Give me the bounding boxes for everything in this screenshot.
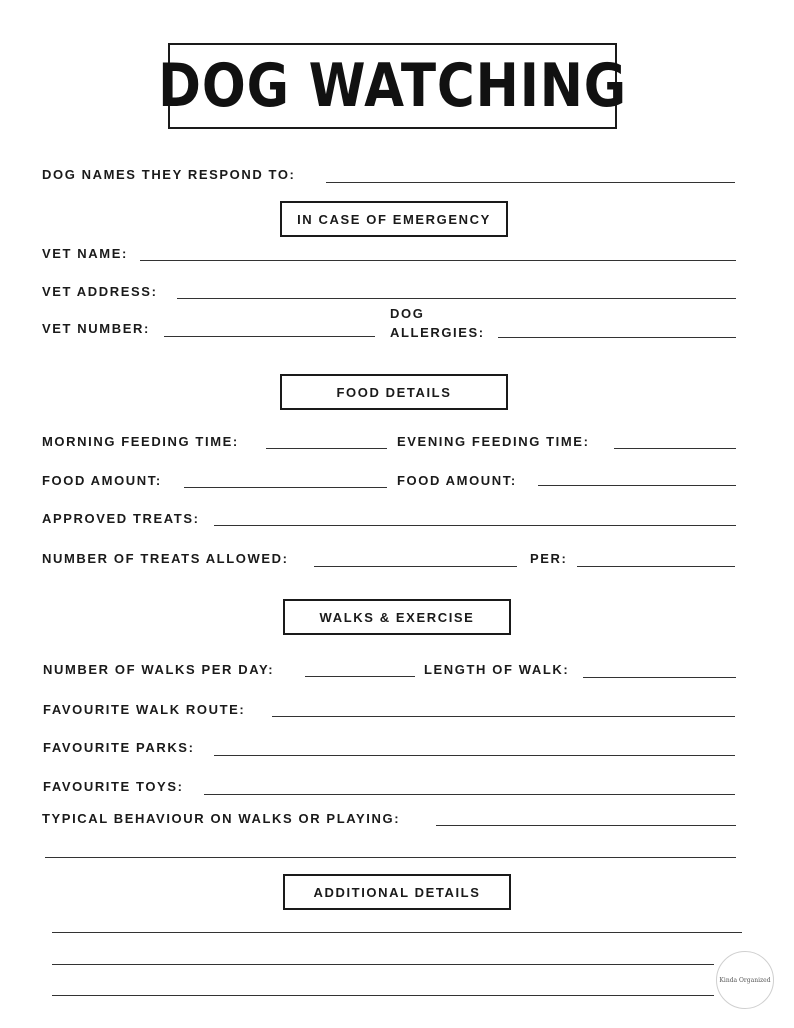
dog-allergies-label-line2: ALLERGIES: — [390, 325, 485, 340]
morning-feeding-label: MORNING FEEDING TIME: — [42, 434, 239, 449]
parks-label: FAVOURITE PARKS: — [43, 740, 195, 755]
brand-logo — [716, 951, 774, 1009]
title-box — [158, 43, 627, 129]
per-label: PER: — [530, 551, 568, 566]
evening-feeding-label: EVENING FEEDING TIME: — [397, 434, 590, 449]
additional-field-line-3[interactable] — [52, 995, 714, 996]
food-section-heading: FOOD DETAILS — [280, 374, 508, 410]
brand-logo-text: Kinda Organized — [719, 976, 771, 984]
vet-name-label: VET NAME: — [42, 246, 128, 261]
vet-address-field[interactable] — [177, 298, 736, 299]
dog-names-label: DOG NAMES THEY RESPOND TO: — [42, 167, 296, 182]
vet-name-field[interactable] — [140, 260, 736, 261]
walk-route-field[interactable] — [272, 716, 735, 717]
approved-treats-label: APPROVED TREATS: — [42, 511, 200, 526]
behaviour-field-line-2[interactable] — [45, 857, 736, 858]
vet-number-field[interactable] — [164, 336, 375, 337]
morning-feeding-field[interactable] — [266, 448, 387, 449]
toys-label: FAVOURITE TOYS: — [43, 779, 184, 794]
dog-allergies-label-line1: DOG — [390, 306, 425, 321]
walk-length-label: LENGTH OF WALK: — [424, 662, 570, 677]
emergency-section-heading: IN CASE OF EMERGENCY — [280, 201, 508, 237]
treats-allowed-label: NUMBER OF TREATS ALLOWED: — [42, 551, 289, 566]
per-field[interactable] — [577, 566, 735, 567]
walk-length-field[interactable] — [583, 677, 736, 678]
walks-per-day-field[interactable] — [305, 676, 415, 677]
walk-route-label: FAVOURITE WALK ROUTE: — [43, 702, 246, 717]
parks-field[interactable] — [214, 755, 735, 756]
dog-names-field[interactable] — [326, 182, 735, 183]
food-amount-label-1: FOOD AMOUNT: — [42, 473, 162, 488]
dog-allergies-field[interactable] — [498, 337, 736, 338]
evening-feeding-field[interactable] — [614, 448, 736, 449]
vet-number-label: VET NUMBER: — [42, 321, 150, 336]
vet-address-label: VET ADDRESS: — [42, 284, 158, 299]
treats-allowed-field[interactable] — [314, 566, 517, 567]
food-amount-label-2: FOOD AMOUNT: — [397, 473, 517, 488]
walks-per-day-label: NUMBER OF WALKS PER DAY: — [43, 662, 275, 677]
toys-field[interactable] — [204, 794, 735, 795]
food-amount-field-2[interactable] — [538, 485, 736, 486]
additional-field-line-1[interactable] — [52, 932, 742, 933]
additional-section-heading: ADDITIONAL DETAILS — [283, 874, 511, 910]
food-amount-field-1[interactable] — [184, 487, 387, 488]
walks-section-heading: WALKS & EXERCISE — [283, 599, 511, 635]
additional-field-line-2[interactable] — [52, 964, 714, 965]
behaviour-label: TYPICAL BEHAVIOUR ON WALKS OR PLAYING: — [42, 811, 401, 826]
behaviour-field-line-1[interactable] — [436, 825, 736, 826]
page-title: DOG WATCHING — [158, 51, 627, 121]
approved-treats-field[interactable] — [214, 525, 736, 526]
